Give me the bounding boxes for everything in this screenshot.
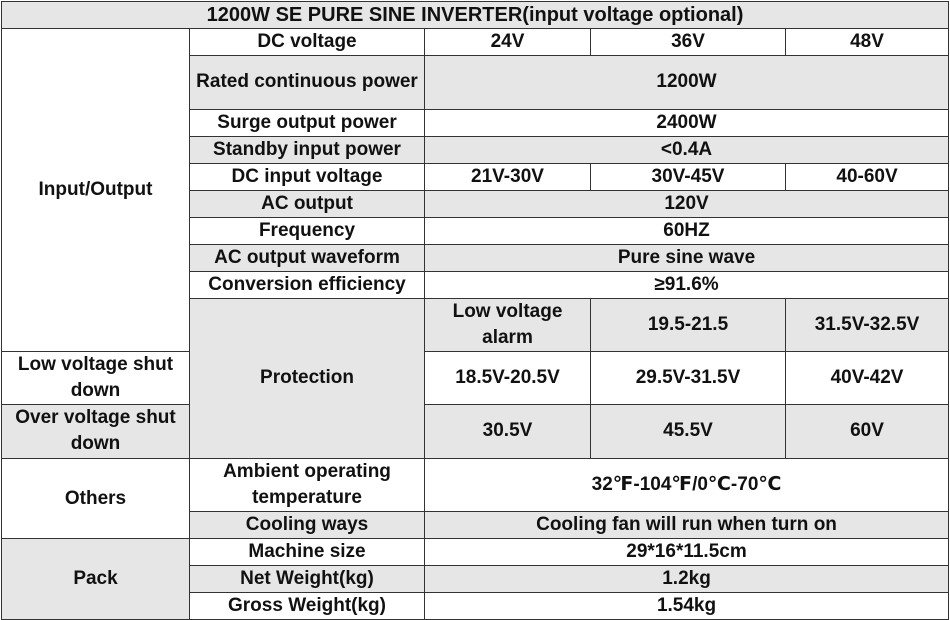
- table-row: [2, 458, 949, 512]
- param-label: DC voltage: [190, 29, 425, 56]
- value-24v: 24V: [425, 29, 591, 56]
- param-label: Ambient operating temperature: [190, 458, 425, 512]
- category-pack: Pack: [2, 539, 190, 620]
- value-24v: 19.5-21.5: [591, 298, 786, 351]
- param-label: Frequency: [190, 217, 425, 244]
- value-cell: 1.54kg: [425, 593, 949, 620]
- title-row: [2, 2, 949, 29]
- param-label: Machine size: [190, 539, 425, 566]
- table-row: [2, 539, 949, 566]
- value-48v: 40V-42V: [786, 351, 949, 405]
- param-label: Over voltage shut down: [2, 405, 190, 459]
- value-36v: 45.5V: [591, 405, 786, 459]
- category-input-output: Input/Output: [2, 29, 190, 352]
- value-cell: Pure sine wave: [425, 244, 949, 271]
- table-row: [2, 351, 949, 405]
- value-cell: <0.4A: [425, 136, 949, 163]
- value-cell: 29*16*11.5cm: [425, 539, 949, 566]
- param-label: Low voltage shut down: [2, 351, 190, 405]
- value-48v: 48V: [786, 29, 949, 56]
- value-36v: 29.5V-31.5V: [591, 351, 786, 405]
- param-label: Gross Weight(kg): [190, 593, 425, 620]
- param-label: AC output: [190, 190, 425, 217]
- value-cell: 1.2kg: [425, 566, 949, 593]
- spec-table: [1, 1, 949, 620]
- value-cell: 32℉-104℉/0℃-70℃: [425, 458, 949, 512]
- category-protection: Protection: [190, 298, 425, 458]
- param-label: Surge output power: [190, 109, 425, 136]
- value-cell: 1200W: [425, 56, 949, 110]
- table-row: [2, 405, 949, 459]
- param-label: DC input voltage: [190, 163, 425, 190]
- param-label: Standby input power: [190, 136, 425, 163]
- value-48v: 40-60V: [786, 163, 949, 190]
- value-cell: Cooling fan will run when turn on: [425, 512, 949, 539]
- value-cell: ≥91.6%: [425, 271, 949, 298]
- category-others: Others: [2, 458, 190, 539]
- table-row: [2, 29, 949, 56]
- param-label: Low voltage alarm: [425, 298, 591, 351]
- param-label: Rated continuous power: [190, 56, 425, 110]
- value-24v: 21V-30V: [425, 163, 591, 190]
- param-label: Net Weight(kg): [190, 566, 425, 593]
- value-36v: 36V: [591, 29, 786, 56]
- value-24v: 30.5V: [425, 405, 591, 459]
- param-label: Cooling ways: [190, 512, 425, 539]
- value-48v: 60V: [786, 405, 949, 459]
- value-36v: 30V-45V: [591, 163, 786, 190]
- param-label: AC output waveform: [190, 244, 425, 271]
- value-cell: 120V: [425, 190, 949, 217]
- value-cell: 60HZ: [425, 217, 949, 244]
- table-title: 1200W SE PURE SINE INVERTER(input voltage optional): [2, 2, 949, 29]
- param-label: Conversion efficiency: [190, 271, 425, 298]
- value-24v: 18.5V-20.5V: [425, 351, 591, 405]
- value-cell: 2400W: [425, 109, 949, 136]
- value-36v: 31.5V-32.5V: [786, 298, 949, 351]
